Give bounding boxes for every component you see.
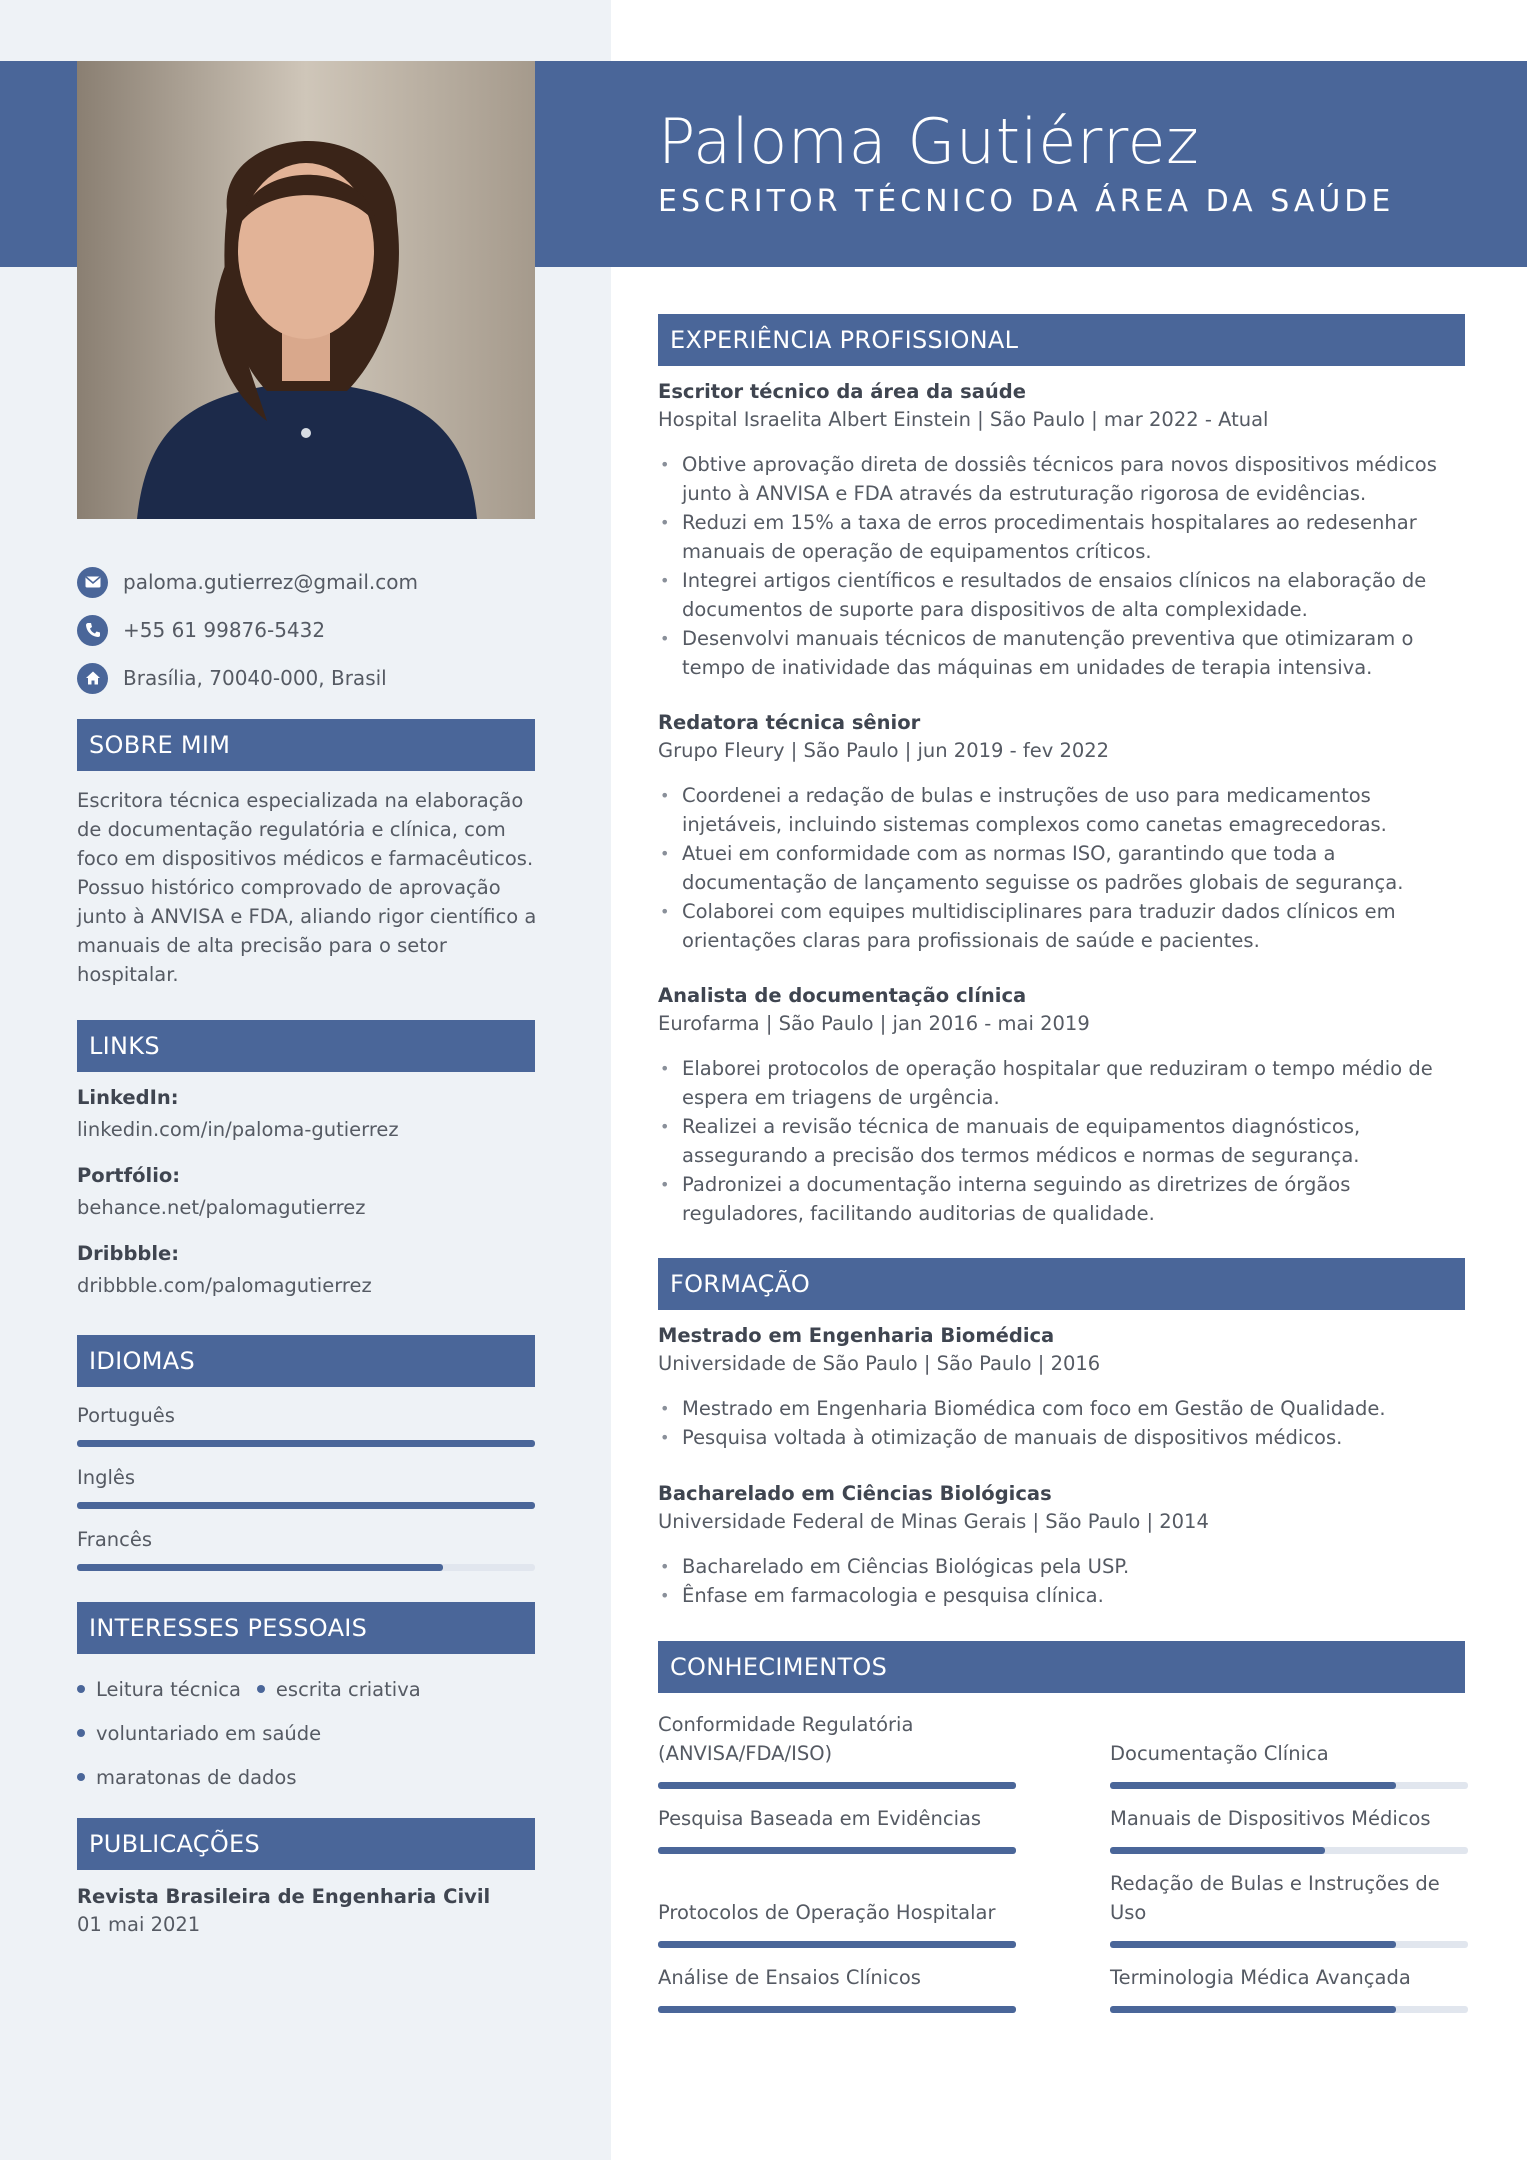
envelope-icon [77,567,108,598]
interests-list [77,1667,547,1799]
skill-item [658,1948,1016,2013]
interest-label: Leitura técnica [96,1677,241,1701]
job-bullets [658,1054,1468,1228]
skill-bar-fill [658,2006,1016,2013]
skill-item [658,1854,1016,1948]
bullet-dot [77,1729,85,1737]
job-meta: Hospital Israelita Albert Einstein | São Paulo | mar 2022 - Atual [658,408,1269,431]
skill-name: Protocolos de Operação Hospitalar [658,1901,996,1924]
bullet-dot [77,1685,85,1693]
bullet-item: • Obtive aprovação direta de dossiês técnicos para novos dispositivos médicos junto à ANVISA e FDA através da estruturação rigorosa de evidências. [658,450,1468,508]
bullet-item: • Elaborei protocolos de operação hospitalar que reduziram o tempo médio de espera em triagens de urgência. [658,1054,1468,1112]
job-bullets [658,450,1468,682]
bullet-item: • Coordenei a redação de bulas e instruções de uso para medicamentos injetáveis, incluindo sistemas complexos como canetas emagrecedoras. [658,781,1468,839]
degree-bullets [658,1552,1468,1610]
skill-bar [658,1782,1016,1789]
link-linkedin[interactable]: linkedin.com/in/paloma-gutierrez [77,1118,399,1141]
skills-heading: CONHECIMENTOS [658,1641,1465,1693]
phone-icon [77,615,108,646]
experience-heading: EXPERIÊNCIA PROFISSIONAL [658,314,1465,366]
link-label-dribbble: Dribbble: [77,1242,180,1265]
link-portfolio[interactable]: behance.net/palomagutierrez [77,1196,366,1219]
publication-item [77,1883,547,1939]
languages-list [77,1400,535,1586]
contact-email[interactable] [77,558,547,606]
interest-item [77,1766,297,1789]
language-bar-fill [77,1440,535,1447]
contact-list [77,558,547,702]
links-list [77,1082,547,1316]
degree-meta: Universidade Federal de Minas Gerais | São Paulo | 2014 [658,1510,1209,1533]
interest-item [257,1678,421,1701]
skill-bar-fill [658,1941,1016,1948]
language-bar-fill [77,1564,443,1571]
bullet-dot [257,1685,265,1693]
links-heading: LINKS [77,1020,535,1072]
contact-phone[interactable] [77,606,547,654]
skill-name: Análise de Ensaios Clínicos [658,1966,921,1989]
languages-heading: IDIOMAS [77,1335,535,1387]
skill-bar [1110,2006,1468,2013]
publication-title: Revista Brasileira de Engenharia Civil [77,1885,491,1908]
job-role: Escritor técnico da área da saúde [658,380,1026,403]
skill-bar [658,2006,1016,2013]
skill-name: Terminologia Médica Avançada [1110,1966,1411,1989]
job-role: Redatora técnica sênior [658,711,921,734]
bullet-item: • Ênfase em farmacologia e pesquisa clínica. [658,1581,1468,1610]
degree-title: Bacharelado em Ciências Biológicas [658,1482,1052,1505]
skill-bar [1110,1782,1468,1789]
language-bar [77,1440,535,1447]
interest-label: maratonas de dados [96,1765,297,1789]
skill-name: Pesquisa Baseada em Evidências [658,1807,982,1830]
skill-bar-fill [658,1782,1016,1789]
job-role: Analista de documentação clínica [658,984,1027,1007]
bullet-item: • Mestrado em Engenharia Biomédica com foco em Gestão de Qualidade. [658,1394,1468,1423]
skill-item [1110,1854,1468,1948]
job-entry [658,378,1468,682]
interest-item [77,1678,241,1701]
bullet-item: • Reduzi em 15% a taxa de erros procedimentais hospitalares ao redesenhar manuais de operação de equipamentos críticos. [658,508,1468,566]
skill-bar-fill [1110,1847,1325,1854]
skill-bar-fill [1110,2006,1396,2013]
degree-meta: Universidade de São Paulo | São Paulo | 2016 [658,1352,1101,1375]
language-bar [77,1564,535,1571]
skill-bar [658,1847,1016,1854]
skill-bar [658,1941,1016,1948]
skill-item [658,1789,1016,1854]
link-label-portfolio: Portfólio: [77,1164,181,1187]
bullet-dot [77,1773,85,1781]
language-item [77,1524,535,1586]
skill-bar [1110,1847,1468,1854]
interest-label: voluntariado em saúde [96,1721,322,1745]
bullet-item: • Padronizei a documentação interna seguindo as diretrizes de órgãos reguladores, facilitando auditorias de qualidade. [658,1170,1468,1228]
skill-name: Conformidade Regulatória (ANVISA/FDA/ISO) [658,1713,914,1765]
job-bullets [658,781,1468,955]
degree-bullets [658,1394,1468,1452]
skill-item [1110,1706,1468,1789]
publication-date: 01 mai 2021 [77,1913,201,1936]
language-name: Português [77,1404,175,1427]
bullet-item: • Atuei em conformidade com as normas ISO, garantindo que toda a documentação de lançamento seguisse os padrões globais de segurança. [658,839,1468,897]
about-text: Escritora técnica especializada na elaboração de documentação regulatória e clínica, com foco em dispositivos médicos e farmacêuticos. Possuo histórico comprovado de aprovação junto à ANVISA e FDA, aliando rigor científico a manuais de alta precisão para o setor hospitalar. [77,789,537,986]
skill-bar [1110,1941,1468,1948]
education-heading: FORMAÇÃO [658,1258,1465,1310]
language-name: Inglês [77,1466,136,1489]
address-text: Brasília, 70040-000, Brasil [123,666,387,690]
job-entry [658,982,1468,1228]
skills-grid [658,1706,1468,2013]
interest-label: escrita criativa [275,1677,421,1701]
bullet-item: • Pesquisa voltada à otimização de manuais de dispositivos médicos. [658,1423,1468,1452]
profile-photo [77,61,535,519]
skill-item [658,1706,1016,1789]
candidate-name: Paloma Gutiérrez [658,105,1200,178]
link-label-linkedin: LinkedIn: [77,1086,179,1109]
skill-bar-fill [658,1847,1016,1854]
bullet-item: • Integrei artigos científicos e resultados de ensaios clínicos na elaboração de documentos de suporte para dispositivos de alta complexidade. [658,566,1468,624]
contact-address [77,654,547,702]
job-entry [658,709,1468,955]
language-item [77,1400,535,1462]
skill-name: Manuais de Dispositivos Médicos [1110,1807,1431,1830]
job-meta: Eurofarma | São Paulo | jan 2016 - mai 2019 [658,1012,1090,1035]
home-icon [77,663,108,694]
job-meta: Grupo Fleury | São Paulo | jun 2019 - fev 2022 [658,739,1110,762]
bullet-item: • Realizei a revisão técnica de manuais de equipamentos diagnósticos, assegurando a precisão dos termos médicos e normas de segurança. [658,1112,1468,1170]
phone-text: +55 61 99876-5432 [123,618,326,642]
link-dribbble[interactable]: dribbble.com/palomagutierrez [77,1274,372,1297]
education-entry [658,1480,1468,1610]
interests-heading: INTERESSES PESSOAIS [77,1602,535,1654]
bullet-item: • Desenvolvi manuais técnicos de manutenção preventiva que otimizaram o tempo de inatividade das máquinas em unidades de terapia intensiva. [658,624,1468,682]
skill-bar-fill [1110,1941,1396,1948]
about-heading: SOBRE MIM [77,719,535,771]
language-bar-fill [77,1502,535,1509]
skill-bar-fill [1110,1782,1396,1789]
language-item [77,1462,535,1524]
degree-title: Mestrado em Engenharia Biomédica [658,1324,1055,1347]
bullet-item: • Bacharelado em Ciências Biológicas pela USP. [658,1552,1468,1581]
email-text: paloma.gutierrez@gmail.com [123,570,418,594]
language-bar [77,1502,535,1509]
interest-item [77,1722,321,1745]
language-name: Francês [77,1528,153,1551]
skill-name: Redação de Bulas e Instruções de Uso [1110,1872,1440,1924]
skill-item [1110,1789,1468,1854]
candidate-title: ESCRITOR TÉCNICO DA ÁREA DA SAÚDE [658,184,1395,219]
education-entry [658,1322,1468,1452]
skill-item [1110,1948,1468,2013]
publications-heading: PUBLICAÇÕES [77,1818,535,1870]
skill-name: Documentação Clínica [1110,1742,1329,1765]
bullet-item: • Colaborei com equipes multidisciplinares para traduzir dados clínicos em orientações claras para profissionais de saúde e pacientes. [658,897,1468,955]
